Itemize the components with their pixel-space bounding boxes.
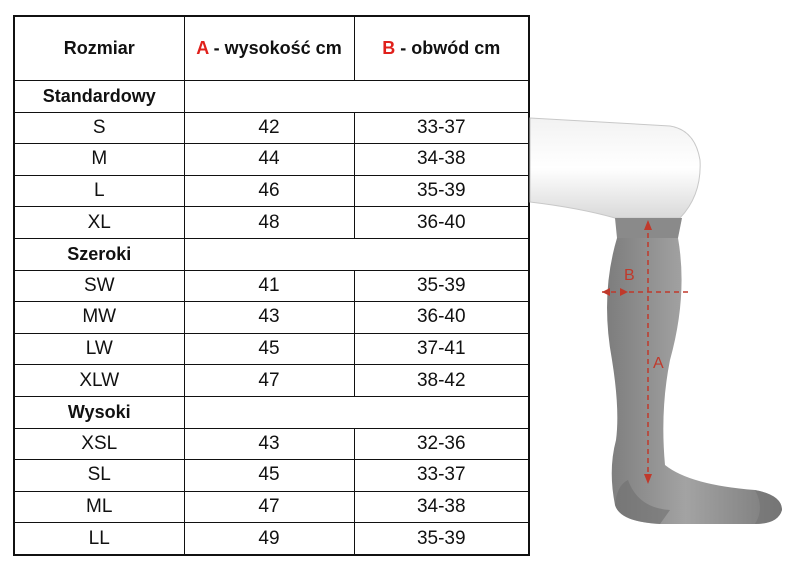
height-cell: 48 <box>184 207 354 239</box>
circumference-cell: 33-37 <box>354 112 529 144</box>
group-spacer <box>184 238 529 270</box>
circumference-cell: 33-37 <box>354 460 529 492</box>
table-row <box>14 302 529 334</box>
table-row <box>14 144 529 176</box>
table-row <box>14 523 529 555</box>
table-row <box>14 333 529 365</box>
label-a: A <box>653 355 664 372</box>
size-cell: S <box>14 112 184 144</box>
size-cell: XLW <box>14 365 184 397</box>
circumference-cell: 34-38 <box>354 144 529 176</box>
circumference-cell: 35-39 <box>354 175 529 207</box>
group-spacer <box>184 396 529 428</box>
label-b: B <box>624 267 635 284</box>
table-row <box>14 428 529 460</box>
circumference-cell: 37-41 <box>354 333 529 365</box>
size-cell: M <box>14 144 184 176</box>
circumference-cell: 38-42 <box>354 365 529 397</box>
table-row <box>14 112 529 144</box>
circumference-cell: 35-39 <box>354 270 529 302</box>
circumference-cell: 32-36 <box>354 428 529 460</box>
size-cell: LL <box>14 523 184 555</box>
group-name: Standardowy <box>14 81 184 113</box>
circumference-cell: 34-38 <box>354 491 529 523</box>
group-row-szeroki <box>14 238 529 270</box>
group-name: Szeroki <box>14 238 184 270</box>
table-row <box>14 175 529 207</box>
header-height <box>184 16 354 81</box>
height-cell: 49 <box>184 523 354 555</box>
height-cell: 45 <box>184 460 354 492</box>
size-table <box>13 15 530 556</box>
header-circumference-text: - obwód cm <box>395 38 501 58</box>
group-row-wysoki <box>14 396 529 428</box>
table-row <box>14 207 529 239</box>
size-cell: LW <box>14 333 184 365</box>
circumference-cell: 35-39 <box>354 523 529 555</box>
header-height-letter: A <box>196 38 209 58</box>
size-cell: XSL <box>14 428 184 460</box>
height-cell: 41 <box>184 270 354 302</box>
size-cell: SL <box>14 460 184 492</box>
height-cell: 47 <box>184 365 354 397</box>
header-circumference <box>354 16 529 81</box>
table-row <box>14 460 529 492</box>
leg-sock-illustration <box>520 110 800 540</box>
table-row <box>14 365 529 397</box>
table-body <box>14 81 529 555</box>
header-height-text: - wysokość cm <box>208 38 342 58</box>
table-row <box>14 491 529 523</box>
group-name: Wysoki <box>14 396 184 428</box>
size-cell: XL <box>14 207 184 239</box>
height-cell: 46 <box>184 175 354 207</box>
circumference-cell: 36-40 <box>354 302 529 334</box>
circumference-cell: 36-40 <box>354 207 529 239</box>
height-cell: 42 <box>184 112 354 144</box>
size-cell: ML <box>14 491 184 523</box>
table-row <box>14 270 529 302</box>
height-cell: 43 <box>184 302 354 334</box>
height-cell: 44 <box>184 144 354 176</box>
thigh-shape <box>530 118 700 218</box>
size-cell: MW <box>14 302 184 334</box>
height-cell: 43 <box>184 428 354 460</box>
table-header-row <box>14 16 529 81</box>
circumference-arrowhead-left <box>602 288 610 296</box>
group-row-standardowy <box>14 81 529 113</box>
header-circumference-letter: B <box>382 38 396 58</box>
header-size: Rozmiar <box>14 16 184 81</box>
size-cell: L <box>14 175 184 207</box>
size-cell: SW <box>14 270 184 302</box>
group-spacer <box>184 81 529 113</box>
height-cell: 45 <box>184 333 354 365</box>
height-cell: 47 <box>184 491 354 523</box>
size-chart <box>13 15 528 561</box>
